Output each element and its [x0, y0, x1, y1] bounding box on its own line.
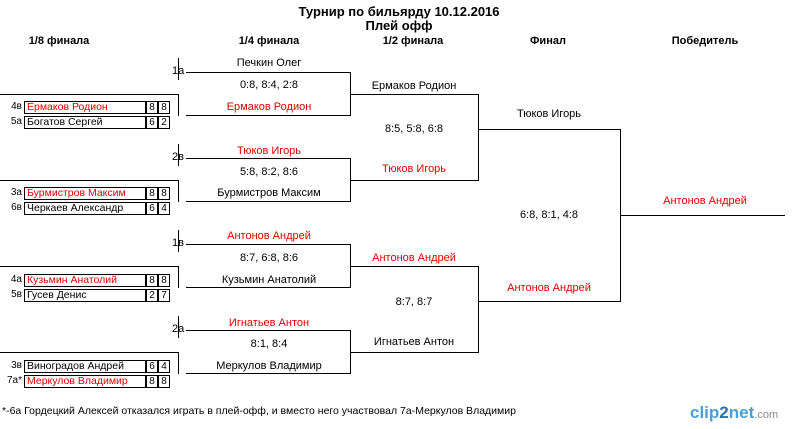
qf-player: Бурмистров Максим [217, 187, 321, 199]
qf-score: 8:1, 8:4 [250, 338, 288, 350]
qf-player: Игнатьев Антон [228, 317, 310, 329]
r16-seed: 6в [11, 202, 22, 213]
r16-seed: 4а [10, 274, 22, 285]
qf-player: Антонов Андрей [227, 230, 311, 242]
r16-seed: 7а* [6, 375, 22, 386]
r16-seed: 5а [10, 116, 22, 127]
qf-player: Тюков Игорь [236, 145, 302, 157]
qf-seed: 2а [172, 323, 185, 335]
qf-player: Меркулов Владимир [216, 360, 322, 372]
footnote: *-6а Гордецкий Алексей отказался играть в плей-офф, и вместо него участвовал 7а-Меркулов Владимир [2, 405, 516, 417]
r16-seed: 3а [10, 187, 22, 198]
r16-player-name: Ермаков Родион [24, 101, 146, 114]
r16-score-game2: 8 [158, 274, 170, 287]
sf-player: Антонов Андрей [372, 252, 456, 264]
r16-score-game1: 8 [146, 101, 158, 114]
winner-name: Антонов Андрей [663, 195, 747, 207]
r16-player-name: Бурмистров Максим [24, 187, 146, 200]
r16-player-name: Кузьмин Анатолий [24, 274, 146, 287]
r16-score-game1: 8 [146, 274, 158, 287]
r16-player-name: Виноградов Андрей [24, 360, 146, 373]
r16-score-game1: 6 [146, 360, 158, 373]
r16-player-name: Меркулов Владимир [24, 375, 146, 388]
qf-score: 0:8, 8:4, 2:8 [239, 79, 299, 91]
r16-seed: 3в [11, 360, 22, 371]
r16-score-game2: 8 [158, 187, 170, 200]
r16-score-game2: 4 [158, 202, 170, 215]
r16-score-game1: 6 [146, 202, 158, 215]
r16-score-game2: 4 [158, 360, 170, 373]
r16-score-game1: 2 [146, 289, 158, 302]
header-sf: 1/2 финала [382, 35, 444, 47]
sf-score: 8:5, 5:8, 6:8 [384, 123, 444, 135]
r16-player-name: Черкаев Александр [24, 202, 146, 215]
sf-player: Игнатьев Антон [373, 336, 455, 348]
header-r16: 1/8 финала [28, 35, 90, 47]
page-subtitle: Плей офф [365, 18, 433, 33]
sf-score: 8:7, 8:7 [395, 296, 433, 308]
header-qf: 1/4 финала [238, 35, 300, 47]
r16-score-game2: 8 [158, 101, 170, 114]
qf-seed: 1а [172, 65, 185, 77]
site-logo: clip2net.com [690, 403, 779, 422]
qf-seed: 1в [172, 237, 184, 249]
final-score: 6:8, 8:1, 4:8 [519, 209, 579, 221]
header-winner: Победитель [671, 35, 739, 47]
r16-score-game2: 2 [158, 116, 170, 129]
final-player: Антонов Андрей [507, 282, 591, 294]
qf-player: Кузьмин Анатолий [221, 274, 317, 286]
r16-score-game2: 8 [158, 375, 170, 388]
r16-player-name: Гусев Денис [24, 289, 146, 302]
final-player: Тюков Игорь [516, 108, 582, 120]
header-final: Финал [530, 35, 566, 47]
r16-score-game1: 8 [146, 375, 158, 388]
qf-player: Ермаков Родион [226, 101, 312, 113]
qf-seed: 2в [172, 151, 184, 163]
sf-player: Ермаков Родион [371, 80, 457, 92]
qf-score: 8:7, 6:8, 8:6 [239, 252, 299, 264]
r16-seed: 4в [11, 101, 22, 112]
r16-score-game2: 7 [158, 289, 170, 302]
qf-score: 5:8, 8:2, 8:6 [239, 166, 299, 178]
sf-player: Тюков Игорь [381, 163, 447, 175]
r16-seed: 5в [11, 289, 22, 300]
r16-score-game1: 6 [146, 116, 158, 129]
r16-score-game1: 8 [146, 187, 158, 200]
qf-player: Печкин Олег [236, 57, 302, 69]
r16-player-name: Богатов Сергей [24, 116, 146, 129]
page-title: Турнир по бильярду 10.12.2016 [298, 4, 500, 19]
